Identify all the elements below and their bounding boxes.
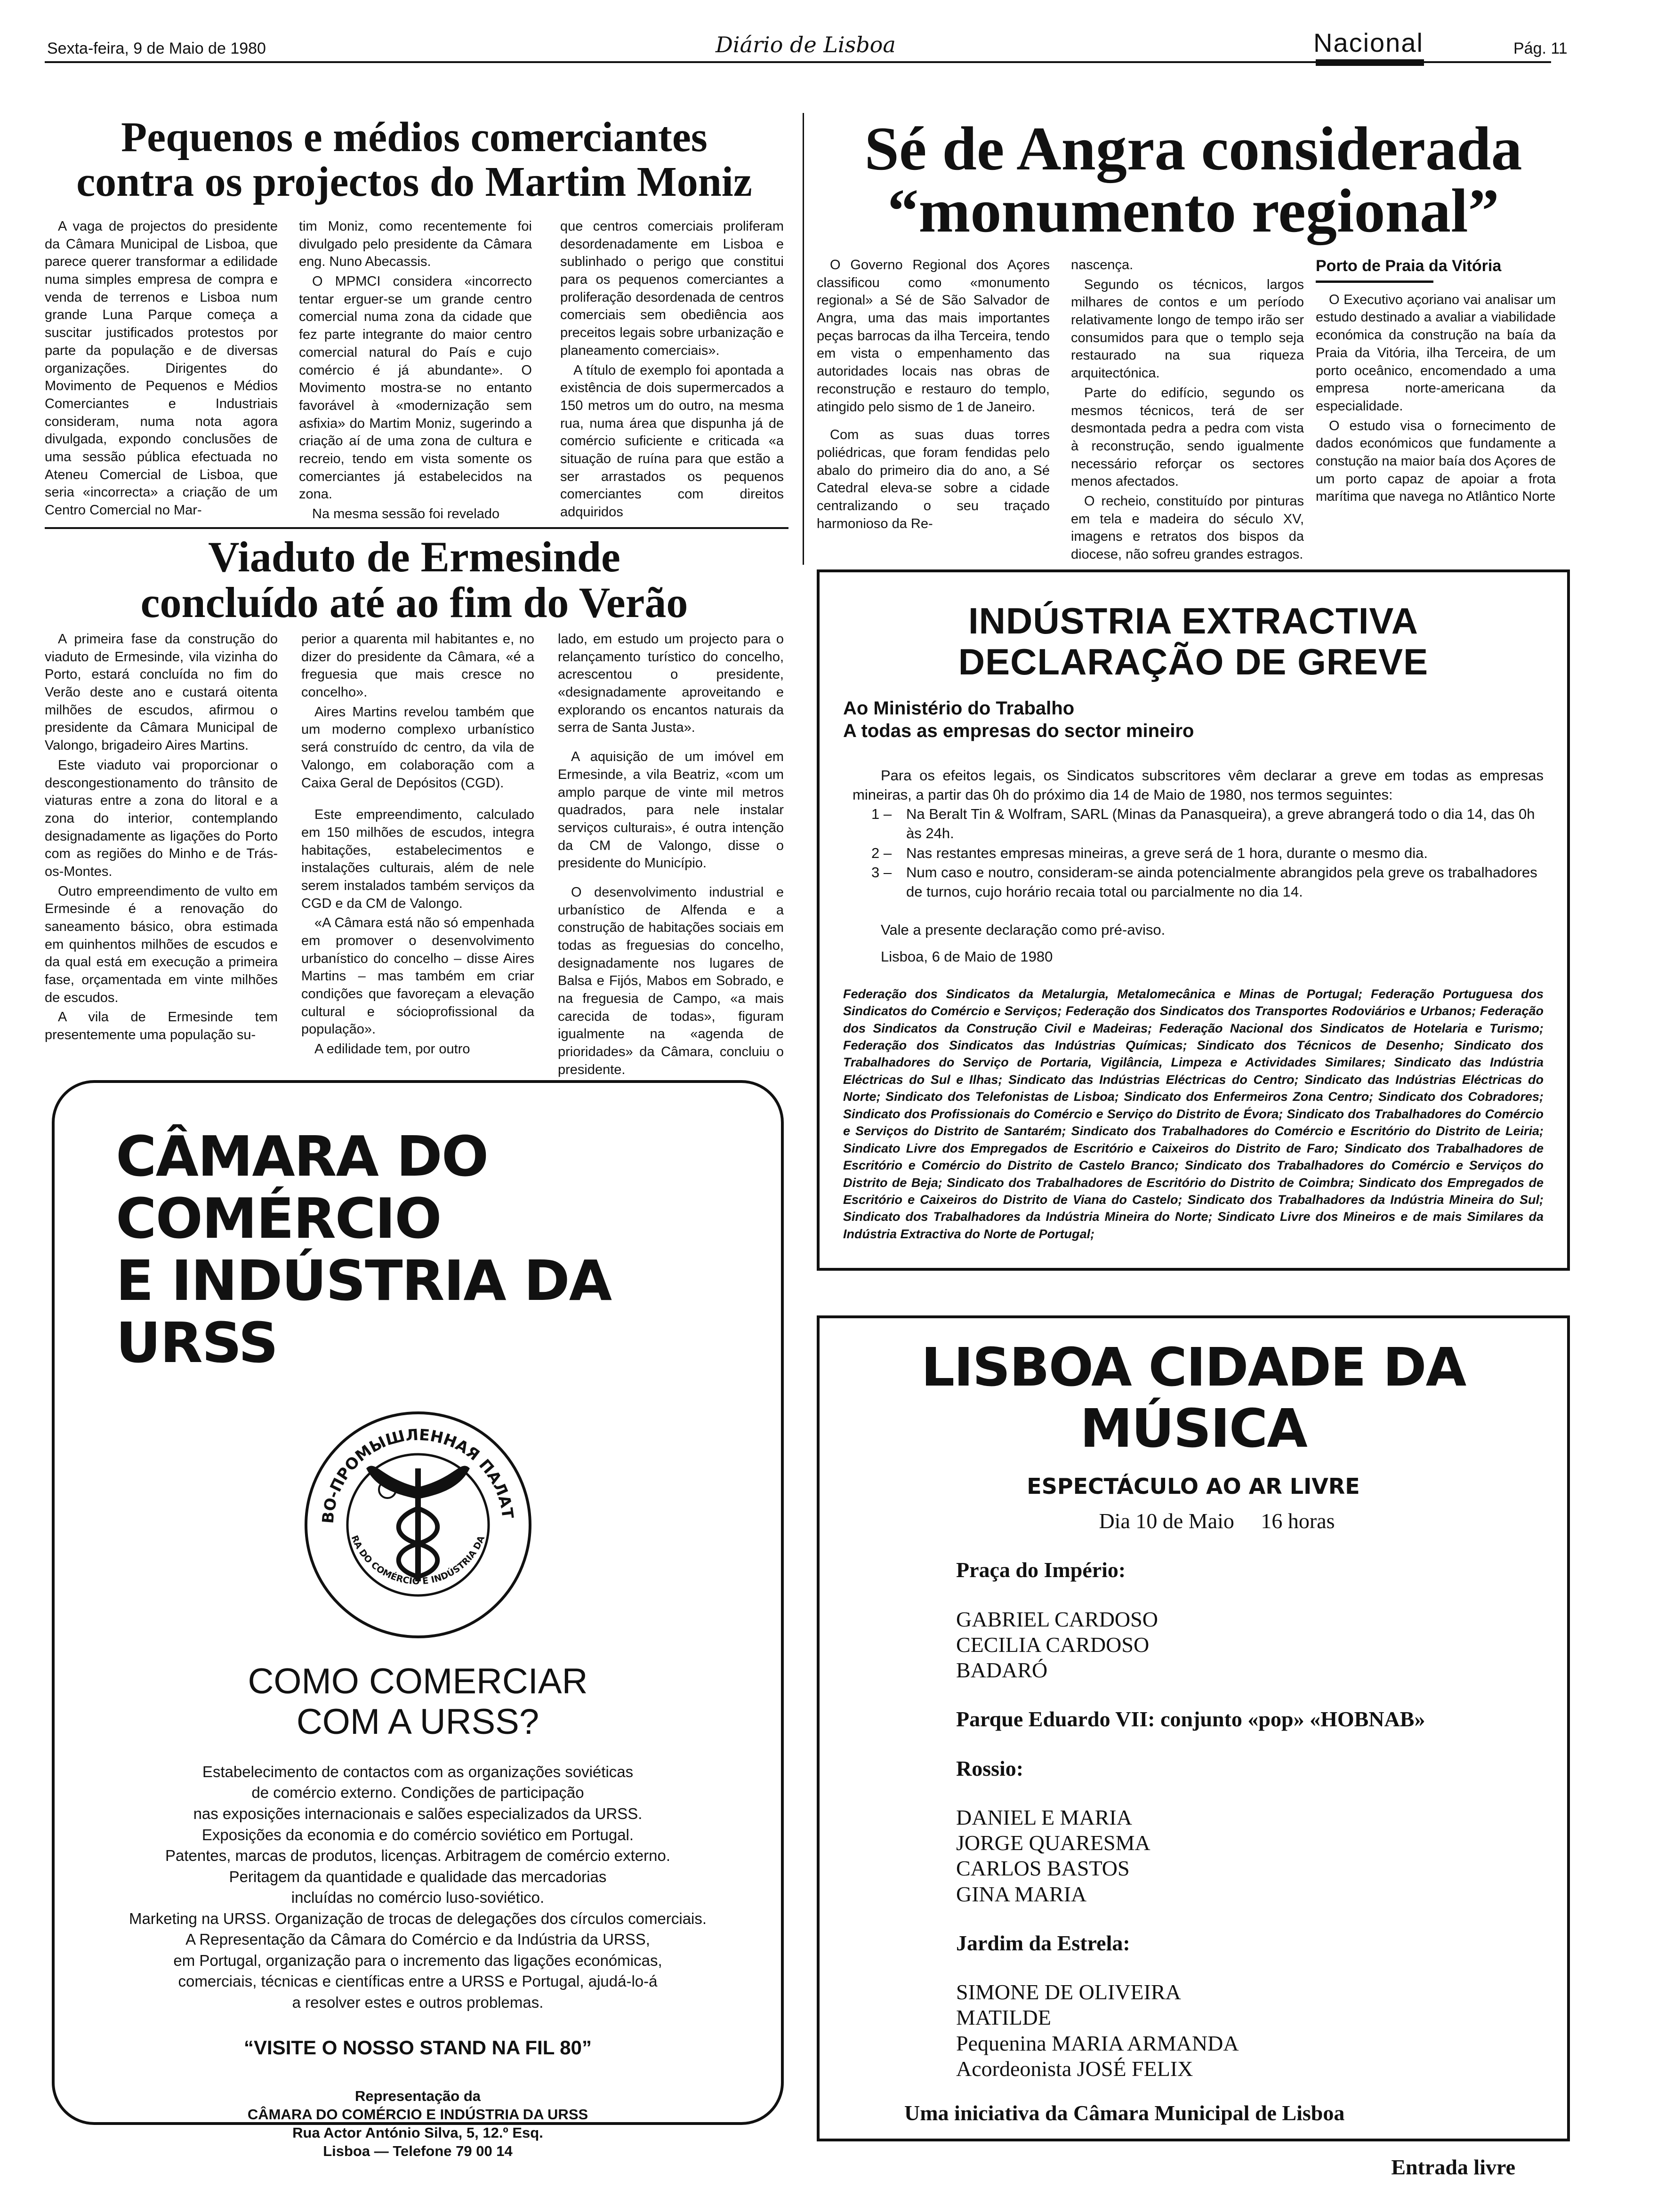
page-number: Pág. 11	[1513, 40, 1568, 57]
ad-body-line: de comércio externo. Condições de participação	[251, 1784, 584, 1802]
notice-addressee: Ao Ministério do Trabalho	[843, 697, 1075, 719]
seal-text: RA DO COMÉRCIO E INDÚSTRIA DA	[349, 1533, 487, 1587]
strike-notice-box	[817, 569, 1570, 1271]
artist-name: GINA MARIA	[956, 1882, 1087, 1906]
header-date: Sexta-feira, 9 de Maio de 1980	[47, 40, 266, 57]
column-rule	[803, 113, 804, 565]
paragraph: A vaga de projectos do presidente da Câmara Municipal de Lisboa, que parece querer transformar a edilidade numa simples empresa de compra e venda de terrenos e Lisboa num grande Luna Parque começa a suscitar justificados protestos por parte da população e de diversas organizações. Dirigentes do Movimento de Pequenos e Médios Comerciantes e Industriais consideram, numa nota agora divulgada, expondo conclusões de uma sessão pública efectuada no Ateneu Comercial de Lisboa, que seria «incorrecta» a criação de um Centro Comercial no Mar-	[45, 219, 278, 518]
ad-body-line: incluídas no comércio luso-soviético.	[291, 1889, 545, 1907]
ad-body-line: Estabelecimento de contactos com as organizações soviéticas	[202, 1763, 634, 1780]
article-column	[560, 218, 784, 521]
ad-body	[83, 1762, 753, 2013]
music-ad-initiative: Uma iniciativa da Câmara Municipal de Lisboa	[904, 2101, 1345, 2125]
ad-body-line: Patentes, marcas de produtos, licenças. Arbitragem de comércio externo.	[165, 1847, 671, 1865]
ad-contact-line: Representação da	[354, 2088, 481, 2105]
article-se-angra	[817, 114, 1570, 562]
section-name: Nacional	[1313, 28, 1424, 57]
article-headline	[45, 115, 784, 204]
paragraph: que centros comerciais proliferam desordenadamente em Lisboa e sublinhado o perigo que constitui para os pequenos comerciantes a proliferação desordenada de centros comerciais sem obediência aos preceitos legais sobre urbanização e planeamento comerciais».	[560, 219, 784, 358]
article-column	[299, 218, 532, 523]
artist-name: BADARÓ	[956, 1658, 1048, 1683]
artist-name: SIMONE DE OLIVEIRA	[956, 1980, 1181, 2004]
paragraph: lado, em estudo um projecto para o relançamento turístico do concelho, acrescentou o presidente, «designadamente aproveitando e explorando os encantos naturais da serra de Santa Justa».	[558, 632, 784, 736]
notice-item	[853, 804, 1544, 843]
article-column	[817, 256, 1050, 533]
notice-title-line: DECLARAÇÃO DE GREVE	[958, 641, 1429, 683]
paragraph: «A Câmara está não só empenhada em promover o desenvolvimento urbanístico do concelho – disse Aires Martins – mas também em criar condições que favoreçam a elevação cultural e sócioprofissional da população».	[301, 915, 534, 1037]
ad-question-line: COMO COMERCIAR	[248, 1661, 588, 1701]
artist-name: CARLOS BASTOS	[956, 1856, 1130, 1881]
article-column	[1316, 291, 1556, 506]
music-ad-title: LISBOA CIDADE DA MÚSICA	[921, 1337, 1466, 1459]
artist-name: Acordeonista JOSÉ FELIX	[956, 2056, 1193, 2081]
headline-line: concluído até ao fim do Verão	[140, 578, 688, 626]
svg-text:ТОРГОВО-ПРОМЫШЛЕННАЯ ПАЛАТА СС	[300, 1407, 517, 1524]
music-ad-entry: Entrada livre	[1391, 2155, 1515, 2179]
artist-name: CECILIA CARDOSO	[956, 1632, 1150, 1657]
headline-line: Viaduto de Ermesinde	[208, 533, 620, 581]
artist-name: Pequenina MARIA ARMANDA	[956, 2031, 1239, 2055]
artist-list	[956, 1607, 1548, 1683]
paragraph: A primeira fase da construção do viaduto de Ermesinde, vila vizinha do Porto, estará concluída no fim do Verão deste ano e custará oitenta milhões de escudos, afirmou o presidente da Câmara Municipal de Valongo, brigadeiro Aires Martins.	[45, 632, 278, 753]
notice-addressee: A todas as empresas do sector mineiro	[843, 720, 1194, 741]
notice-date: Lisboa, 6 de Maio de 1980	[881, 948, 1053, 965]
ad-title-line: E INDÚSTRIA DA URSS	[116, 1248, 611, 1376]
headline-line: contra os projectos do Martim Moniz	[76, 158, 752, 205]
paragraph: perior a quarenta mil habitantes e, no dizer do presidente da Câmara, «é a freguesia que mais cresce no concelho».	[301, 632, 534, 700]
artist-name: MATILDE	[956, 2005, 1051, 2030]
notice-item-text: Nas restantes empresas mineiras, a greve será de 1 hora, durante o mesmo dia.	[906, 844, 1428, 861]
header-rule	[45, 61, 1551, 63]
paragraph: Com as suas duas torres poliédricas, que foram fendidas pelo abalo do primeiro dia do ano, a Sé Catedral eleva-se sobre a cidade centralizando o seu traçado harmonioso da Re-	[817, 427, 1050, 531]
notice-title-line: INDÚSTRIA EXTRACTIVA	[968, 600, 1418, 641]
notice-item	[853, 863, 1544, 901]
notice-signatories: Federação dos Sindicatos da Metalurgia, Metalomecânica e Minas de Portugal; Federação Portuguesa dos Sindicatos do Comércio e Serviços; Federação dos Sindicatos dos Transportes Rodoviários e Urbanos; Federação dos Sindicatos da Construção Civil e Madeiras; Federação Nacional dos Sindicatos de Hotelaria e Turismo; Federação dos Sindicatos das Indústrias Químicas; Sindicato dos Técnicos de Desenho; Sindicato dos Trabalhadores do Serviço de Portaria, Vigilância, Limpeza e Actividades Similares; Sindicato das Indústria Eléctricas do Sul e Ilhas; Sindicato das Indústrias Eléctricas do Centro; Sindicato das Indústrias Eléctricas do Norte; Sindicato dos Telefonistas de Lisboa; Sindicato dos Enfermeiros Zona Centro; Sindicato dos Cobradores; Sindicato dos Profissionais do Comércio e Serviço do Distrito de Évora; Sindicato dos Trabalhadores do Comércio e Serviços do Distrito de Santarém; Sindicato dos Trabalhadores do Comércio e Escritório do Distrito de Leiria; Sindicato Livre dos Empregados de Escritório e Caixeiros do Distrito de Faro; Sindicato dos Trabalhadores de Escritório e Comércio do Distrito de Castelo Branco; Sindicato dos Trabalhadores do Comércio e Serviços do Distrito de Beja; Sindicato dos Trabalhadores de Escritório do Distrito de Coimbra; Sindicato dos Empregados de Escritório e Caixeiros do Distrito de Viana do Castelo; Sindicato dos Trabalhadores da Indústria Mineira do Sul; Sindicato dos Trabalhadores da Indústria Mineira do Norte; Sindicato Livre dos Mineiros e de mais Similares da Indústria Extractiva do Norte de Portugal;	[843, 986, 1544, 1241]
ad-contact-line: Rua Actor António Silva, 5, 12.º Esq.	[292, 2124, 543, 2141]
music-ad	[817, 1315, 1570, 2179]
notice-item-number: 1 –	[871, 806, 892, 823]
newspaper-name: Diário de Lisboa	[716, 32, 896, 57]
column-rule	[45, 527, 788, 529]
paragraph: O MPMCI considera «incorrecto tentar erguer-se um grande centro comercial numa zona da cidade que fez parte integrante do maior centro comercial natural do País e cujo comércio é já abundante». O Movimento mostra-se no entanto favorável à «modernização sem asfixia» do Martim Moniz, sugerindo a criação aí de uma zona de cultura e recreio, tendo em vista somente os comerciantes já estabelecidos na zona.	[299, 274, 532, 502]
paragraph: Segundo os técnicos, largos milhares de contos e um período relativamente longo de tempo irão ser consumidos para que o templo seja restaurado na sua riqueza arquitectónica.	[1071, 277, 1304, 381]
headline-line: Pequenos e médios comerciantes	[121, 114, 708, 160]
notice-title	[843, 601, 1544, 683]
venue-name: Jardim da Estrela:	[956, 1931, 1130, 1955]
paragraph: Outro empreendimento de vulto em Ermesinde é a renovação do saneamento básico, obra estimada em quinhentos milhões de escudos e da qual está em execução a primeira fase, orçamentada em vinte milhões de escudos.	[45, 883, 278, 1005]
ad-contact-line: Lisboa — Telefone 79 00 14	[323, 2142, 513, 2159]
paragraph: O estudo visa o fornecimento de dados económicos que fundamente a constução na maior baía dos Açores de um porto capaz de apoiar a frota marítima que navega no Atlântico Norte	[1316, 418, 1556, 505]
seal-text: ВО-ПРОМЫШЛЕННАЯ ПАЛАТ	[318, 1425, 517, 1524]
ad-contact-line: CÂMARA DO COMÉRCIO E INDÚSTRIA DA URSS	[247, 2106, 588, 2123]
music-ad-subtitle: ESPECTÁCULO AO AR LIVRE	[1027, 1474, 1360, 1499]
venue-name: Rossio:	[956, 1756, 1024, 1780]
venue-name: Praça do Império:	[956, 1558, 1126, 1582]
artist-list	[956, 1980, 1548, 2082]
headline-line: Sé de Angra considerada	[864, 114, 1522, 183]
notice-validity: Vale a presente declaração como pré-aviso.	[881, 922, 1166, 938]
paragraph: Este viaduto vai proporcionar o descongestionamento do trânsito de viaturas entre a zona do litoral e a zona do interior, contemplando designadamente as ligações do Porto com as regiões do Minho e de Trás-os-Montes.	[45, 757, 278, 879]
article-ermesinde	[45, 534, 784, 1075]
notice-item-number: 3 –	[871, 864, 892, 881]
ad-body-line: Peritagem da quantidade e qualidade das mercadorias	[229, 1867, 607, 1885]
notice-item-text: Na Beralt Tin & Wolfram, SARL (Minas da Panasqueira), a greve abrangerá todo o dia 14, das 0h às 24h.	[906, 806, 1535, 842]
urss-ad	[52, 1080, 784, 2159]
ad-body-line: Marketing na URSS. Organização de trocas de delegações dos círculos comerciais.	[129, 1909, 707, 1927]
notice-item-number: 2 –	[871, 844, 892, 861]
notice-addressees	[843, 697, 1544, 742]
paragraph: Este empreendimento, calculado em 150 milhões de escudos, integra habitações, estabelecimentos e instalações culturais, além de nele serem instalados também serviços da CGD e da CM de Valongo.	[301, 807, 534, 911]
ad-contact	[83, 2087, 753, 2160]
article-column	[558, 631, 784, 1079]
paragraph: nascença.	[1071, 257, 1134, 272]
ad-question	[83, 1661, 753, 1743]
ad-body-line: comerciais, técnicas e científicas entre a URSS e Portugal, ajudá-lo-á	[178, 1972, 658, 1990]
music-program	[838, 1557, 1548, 2082]
paragraph: O Governo Regional dos Açores classificou como «monumento regional» a Sé de São Salvador de Angra, uma das mais importantes peças barrocas da ilha Terceira, tendo em vista o empenhamento das autoridades locais nas obras de reconstrução e restauro do templo, atingido pelo sismo de 1 de Janeiro.	[817, 257, 1050, 415]
paragraph: Aires Martins revelou também que um moderno complexo urbanístico será construído dc centro, da vila de Valongo, em colaboração com a Caixa Geral de Depósitos (CGD).	[301, 704, 534, 791]
paragraph: A título de exemplo foi apontada a existência de dois supermercados a 150 metros um do outro, na mesma rua, numa área que dispunha já de comércio suficiente e criticada «a situação de ruína para que estão a ser arrastados os pequenos comerciantes com direitos adquiridos	[560, 362, 784, 520]
paragraph: tim Moniz, como recentemente foi divulgado pelo presidente da Câmara eng. Nuno Abecassis.	[299, 219, 532, 270]
event-date: Dia 10 de Maio	[1099, 1509, 1234, 1533]
notice-intro: Para os efeitos legais, os Sindicatos subscritores vêm declarar a greve em todas as empresas mineiras, a partir das 0h do próximo dia 14 de Maio de 1980, nos termos seguintes:	[853, 767, 1544, 803]
notice-item	[853, 843, 1544, 863]
paragraph: A aquisição de um imóvel em Ermesinde, a vila Beatriz, «com um amplo parque de vinte mil metros quadrados, para nele instalar serviços culturais», é outra intenção da CM de Valongo, disse o presidente do Município.	[558, 749, 784, 871]
artist-name: GABRIEL CARDOSO	[956, 1607, 1158, 1631]
paragraph: Parte do edifício, segundo os mesmos técnicos, terá de ser desmontada pedra a pedra com vista à reconstrução, sendo igualmente necessário reforçar os sectores menos afectados.	[1071, 385, 1304, 489]
article-column	[301, 631, 534, 1058]
artist-name: JORGE QUARESMA	[956, 1831, 1150, 1855]
paragraph: A vila de Ermesinde tem presentemente uma população su-	[45, 1010, 278, 1043]
article-martim-moniz	[45, 115, 784, 525]
music-ad-datetime	[838, 1508, 1548, 1534]
paragraph: A edilidade tem, por outro	[314, 1042, 470, 1057]
ad-title-line: CÂMARA DO COMÉRCIO	[116, 1124, 488, 1251]
headline-line: “monumento regional”	[887, 176, 1499, 245]
artist-name: DANIEL E MARIA	[956, 1805, 1132, 1829]
ad-body-line: em Portugal, organização para o incremento das ligações económicas,	[173, 1951, 662, 1969]
event-time: 16 horas	[1261, 1509, 1335, 1533]
article-headline	[817, 114, 1570, 245]
chamber-seal-icon	[300, 1407, 536, 1643]
side-column	[1316, 256, 1556, 506]
paragraph: Na mesma sessão foi revelado	[312, 506, 500, 521]
sub-head-rule	[1316, 281, 1433, 283]
notice-item-text: Num caso e noutro, consideram-se ainda potencialmente abrangidos pela greve os trabalhadores de turnos, cujo horário recaia total ou parcialmente no dia 14.	[906, 864, 1537, 900]
paragraph: O Executivo açoriano vai analisar um estudo destinado a avaliar a viabilidade económica da construção na baía da Praia da Vitória, ilha Terceira, de um porto oceânico, encomendado a uma empresa norte-americana da especialidade.	[1316, 292, 1556, 414]
notice-body	[843, 766, 1544, 967]
ad-body-line: Exposições da economia e do comércio soviético em Portugal.	[201, 1826, 634, 1843]
artist-list	[956, 1805, 1548, 1907]
article-column	[45, 218, 278, 520]
ad-body-line: A Representação da Câmara do Comércio e da Indústria da URSS,	[185, 1931, 650, 1948]
paragraph: O recheio, constituído por pinturas em tela e madeira do século XV, imagens e retratos dos bispos da diocese, não sofreu grandes estragos.	[1071, 493, 1304, 562]
paragraph: O desenvolvimento industrial e urbanístico de Alfenda e a construção de habitações sociais em todas as freguesias do concelho, designadamente nos lugares de Balsa e Fijós, Mabos em Sobrado, e na freguesia de Campo, «a mais carecida de todas», figuram igualmente na «agenda de prioridades» da Câmara, concluiu o presidente.	[558, 884, 784, 1077]
article-column	[1071, 256, 1304, 564]
article-column	[45, 631, 278, 1044]
sub-headline: Porto de Praia da Vitória	[1316, 257, 1502, 275]
ad-stand-slogan: “VISITE O NOSSO STAND NA FIL 80”	[244, 2036, 592, 2059]
ad-body-line: a resolver estes e outros problemas.	[292, 1993, 544, 2011]
ad-title	[83, 1125, 753, 1374]
ad-body-line: nas exposições internacionais e salões especializados da URSS.	[193, 1804, 643, 1822]
article-headline	[45, 534, 784, 625]
venue-name: Parque Eduardo VII: conjunto «pop» «HOBNAB»	[956, 1707, 1425, 1731]
ad-question-line: COM A URSS?	[296, 1702, 539, 1742]
